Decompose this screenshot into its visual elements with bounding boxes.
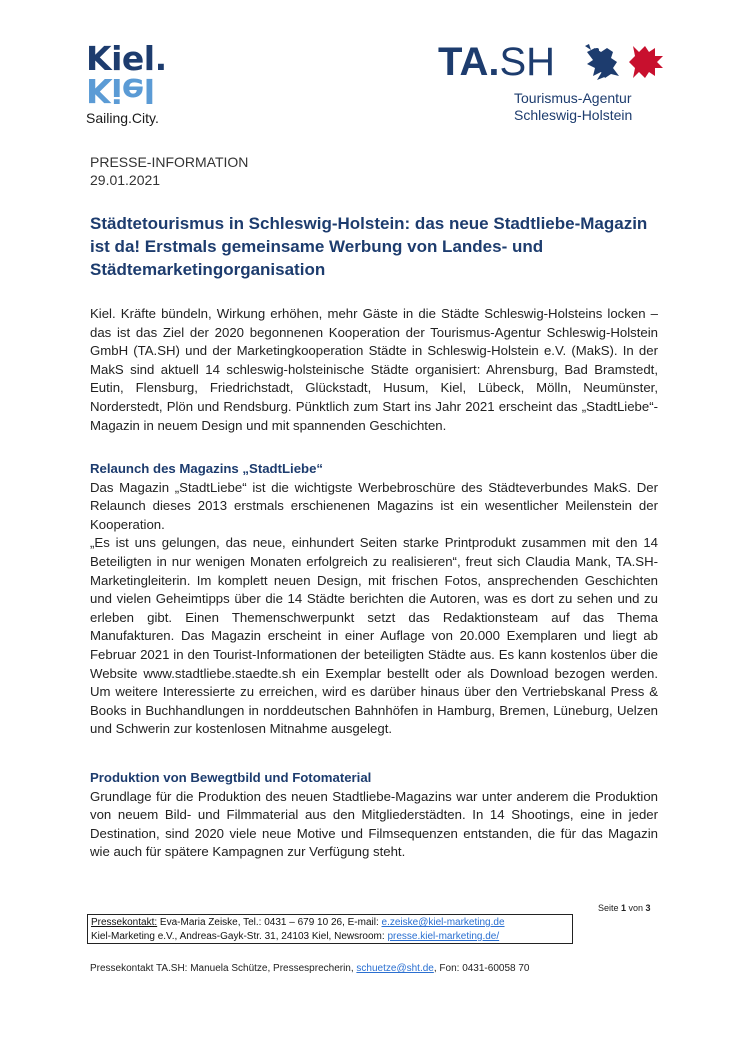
kiel-logo-tagline: Sailing.City. — [86, 110, 159, 126]
section-relaunch — [90, 460, 658, 739]
tash-email-link[interactable]: schuetze@sht.de — [356, 963, 434, 974]
press-contact-box — [87, 914, 573, 944]
intro-paragraph: Kiel. Kräfte bündeln, Wirkung erhöhen, mehr Gäste in die Städte Schleswig-Holsteins locken – das ist das Ziel der 2020 begonnenen Kooperation der Tourismus-Agentur Schleswig-Holstein GmbH (TA.SH) und der Marketingkooperation Städte in Schleswig-Holstein e.V. (MakS). In der MakS sind aktuell 14 schleswig-holsteinische Städte organisiert: Ahrensburg, Bad Bramstedt, Eutin, Flensburg, Friedrichstadt, Glückstadt, Husum, Kiel, Lübeck, Mölln, Neumünster, Norderstedt, Plön und Rendsburg. Pünktlich zum Start ins Jahr 2021 erscheint das „StadtLiebe“-Magazin in neuem Design und mit spannenden Geschichten. — [90, 306, 658, 433]
press-contact-line2: Kiel-Marketing e.V., Andreas-Gayk-Str. 31, 24103 Kiel, Newsroom: presse.kiel-marketing.de/ — [91, 931, 500, 942]
newsroom-link[interactable]: presse.kiel-marketing.de/ — [387, 931, 500, 942]
press-date: 29.01.2021 — [90, 172, 161, 188]
section-relaunch-para1: Das Magazin „StadtLiebe“ ist die wichtigste Werbebroschüre des Städteverbundes MakS. Der Relaunch dieses 2013 erstmals erschienenen Magazins ist ein wesentlicher Meilenstein der Kooperation. — [90, 479, 658, 532]
page-number: Seite 1 von 3 — [598, 903, 651, 913]
kiel-logo-mirror: Kiel — [86, 71, 155, 110]
section-relaunch-para2: „Es ist uns gelungen, das neue, einhundert Seiten starke Printprodukt zusammen mit den 14 Beteiligten in nur wenigen Monaten erfolgreich zu realisieren“, freut sich Claudia Mank, TA.SH-Marketingleiterin. Im komplett neuen Design, mit frischen Fotos, ansprechenden Geschichten und vielen Geheimtipps über die 14 Städte berichten die Autoren, was es dort zu sehen und zu erleben gibt. Einen Themenschwerpunkt setzt das Redaktionsteam auf das Thema Manufakturen. Das Magazin erscheint in einer Auflage von 20.000 Exemplaren und liegt ab Februar 2021 in den Tourist-Informationen der beteiligten Städte aus. Es kann kostenlos über die Website www.stadtliebe.staedte.sh ein Exemplar bestellt oder als Download bezogen werden. Um weitere Interessierte zu erreichen, wird es darüber hinaus über den Vertriebskanal Press & Books in Buchhandlungen in norddeutschen Bahnhöfen in Hamburg, Bremen, Lüneburg, Uelzen und Schwerin zur kostenlosen Mitnahme ausgelegt. — [90, 535, 658, 737]
section-production — [90, 769, 658, 862]
tash-logo-word: TA.SH — [438, 40, 556, 84]
press-meta — [90, 153, 248, 189]
tash-contact-footer: Pressekontakt TA.SH: Manuela Schütze, Pressesprecherin, schuetze@sht.de, Fon: 0431-60058 70 — [90, 963, 530, 974]
press-label: PRESSE-INFORMATION — [90, 154, 249, 170]
section-relaunch-title: Relaunch des Magazins „StadtLiebe“ — [90, 461, 324, 476]
section-production-para1: Grundlage für die Produktion des neuen Stadtliebe-Magazins war unter anderem die Produktion von neuem Bild- und Filmmaterial aus den Mitgliederstädten. In 14 Shootings, eine in jeder Destination, sind 2020 viele neue Motive und Filmsequenzen entstanden, die für das Magazin wie auch für spätere Kampagnen zur Verfügung steht. — [90, 788, 658, 860]
section-production-title: Produktion von Bewegtbild und Fotomaterial — [90, 770, 372, 785]
kiel-logo — [86, 39, 196, 142]
kiel-logo-word: Kiel. — [86, 39, 167, 78]
tash-logo — [438, 42, 668, 132]
coat-of-arms-icon — [583, 42, 668, 82]
contact-email-link[interactable]: e.zeiske@kiel-marketing.de — [381, 917, 505, 928]
press-contact-line1: Pressekontakt: Eva-Maria Zeiske, Tel.: 0431 – 679 10 26, E-mail: e.zeiske@kiel-marketing.de — [91, 917, 505, 928]
tash-logo-subtitle: Tourismus-Agentur Schleswig-Holstein — [514, 90, 633, 123]
headline: Städtetourismus in Schleswig-Holstein: das neue Stadtliebe-Magazin ist da! Erstmals gemeinsame Werbung von Landes- und Städtemarketingorganisation — [90, 214, 648, 279]
